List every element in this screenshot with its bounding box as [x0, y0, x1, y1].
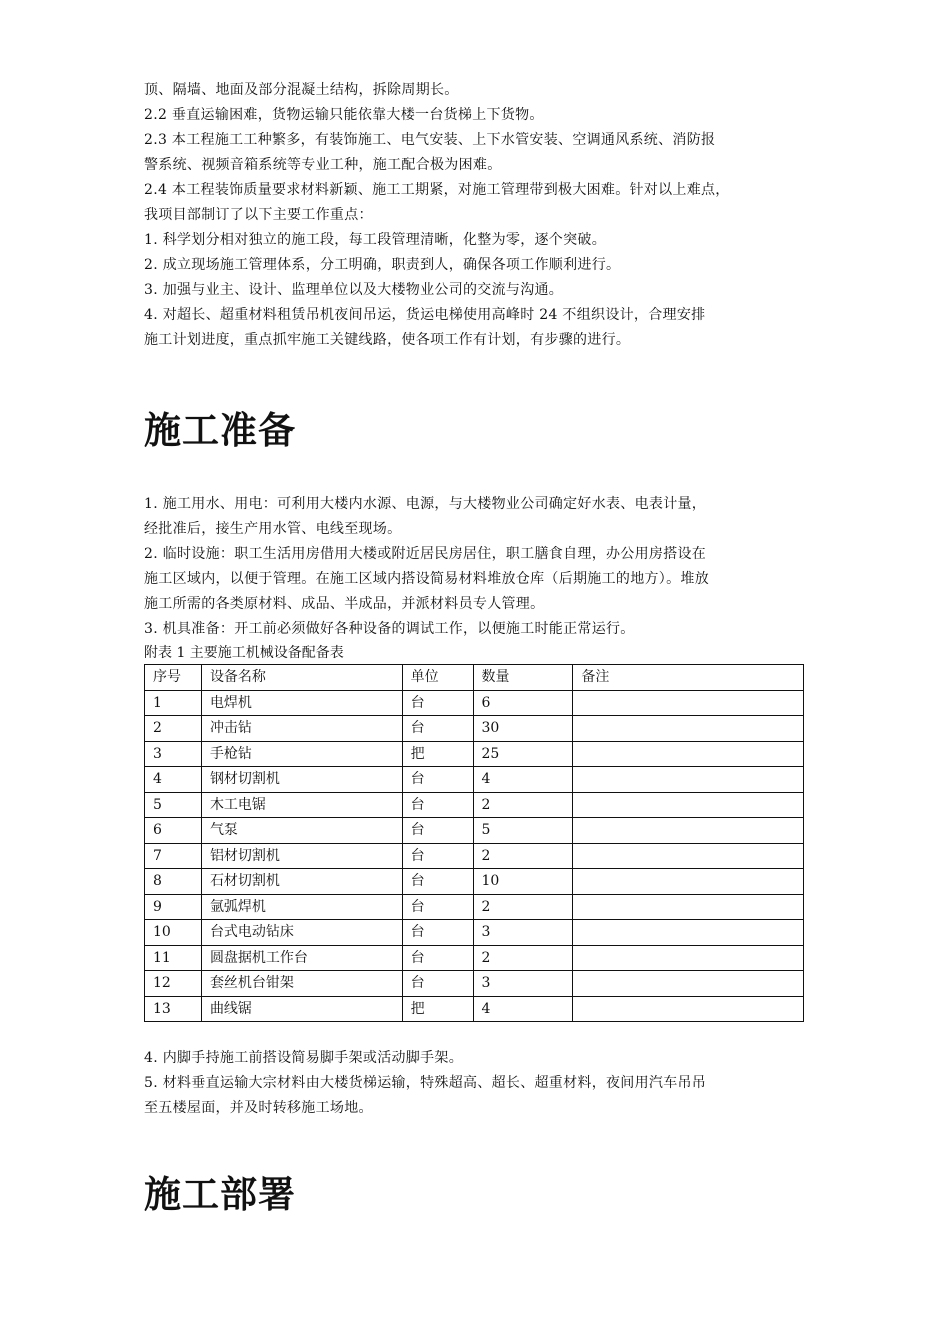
text-line: 1. 施工用水、用电：可利用大楼内水源、电源，与大楼物业公司确定好水表、电表计量，: [144, 496, 707, 512]
table-cell: 手枪钻: [201, 741, 402, 767]
table-cell: [573, 945, 804, 971]
table-row: [145, 716, 804, 742]
text-line: 2.3 本工程施工工种繁多，有装饰施工、电气安装、上下水管安装、空调通风系统、消防报: [144, 132, 716, 148]
table-cell: 把: [402, 741, 473, 767]
text-line: 2. 成立现场施工管理体系，分工明确，职责到人，确保各项工作顺利进行。: [144, 257, 621, 273]
table-cell: 12: [145, 971, 202, 997]
header-cell: 备注: [573, 665, 804, 691]
table-cell: 钢材切割机: [201, 767, 402, 793]
spacer: [144, 1022, 810, 1046]
table-cell: 台: [402, 971, 473, 997]
table-cell: 3: [473, 920, 573, 946]
table-cell: 氩弧焊机: [201, 894, 402, 920]
text-line: 施工计划进度，重点抓牢施工关键线路，使各项工作有计划，有步骤的进行。: [144, 332, 631, 348]
table-cell: 台: [402, 767, 473, 793]
table-cell: 25: [473, 741, 573, 767]
table-cell: 6: [145, 818, 202, 844]
table-cell: [573, 792, 804, 818]
table-cell: [573, 741, 804, 767]
table-cell: 10: [145, 920, 202, 946]
table-cell: 台: [402, 843, 473, 869]
table-cell: 8: [145, 869, 202, 895]
text-line: 经批准后，接生产用水管、电线至现场。: [144, 521, 402, 537]
text-line: 2.4 本工程装饰质量要求材料新颖、施工工期紧，对施工管理带到极大困难。针对以上难点，: [144, 182, 730, 198]
table-cell: 台: [402, 869, 473, 895]
table-cell: 气泵: [201, 818, 402, 844]
table-cell: [573, 690, 804, 716]
text-line: 2. 临时设施：职工生活用房借用大楼或附近居民房居住，职工膳食自理，办公用房搭设在: [144, 546, 707, 562]
table-cell: 10: [473, 869, 573, 895]
table-cell: 铝材切割机: [201, 843, 402, 869]
table-header-row: [145, 665, 804, 691]
table-cell: 台: [402, 894, 473, 920]
table-cell: 5: [473, 818, 573, 844]
table-cell: 台: [402, 716, 473, 742]
text-line: 警系统、视频音箱系统等专业工种，施工配合极为困难。: [144, 157, 502, 173]
table-cell: 冲击钻: [201, 716, 402, 742]
text-line: 4. 对超长、超重材料租赁吊机夜间吊运，货运电梯使用高峰时 24 不组织设计，合理安排: [144, 307, 706, 323]
table-cell: 4: [473, 996, 573, 1022]
text-line: 至五楼屋面，并及时转移施工场地。: [144, 1100, 373, 1116]
equipment-table: [144, 664, 804, 1022]
table-cell: 2: [473, 792, 573, 818]
header-cell: 序号: [145, 665, 202, 691]
table-cell: 圆盘据机工作台: [201, 945, 402, 971]
table-cell: 2: [473, 843, 573, 869]
table-cell: 5: [145, 792, 202, 818]
table-cell: 7: [145, 843, 202, 869]
prep-paragraph: [144, 492, 810, 642]
table-cell: [573, 920, 804, 946]
table-caption: 附表 1 主要施工机械设备配备表: [144, 645, 344, 661]
table-row: [145, 792, 804, 818]
table-cell: 把: [402, 996, 473, 1022]
table-cell: 曲线锯: [201, 996, 402, 1022]
table-cell: 1: [145, 690, 202, 716]
table-cell: [573, 767, 804, 793]
table-cell: 台: [402, 792, 473, 818]
table-cell: 4: [473, 767, 573, 793]
table-cell: [573, 971, 804, 997]
section-heading-prep: 施工准备: [144, 408, 296, 452]
table-cell: 套丝机台钳架: [201, 971, 402, 997]
table-cell: 台: [402, 920, 473, 946]
table-cell: [573, 894, 804, 920]
table-cell: 30: [473, 716, 573, 742]
text-line: 顶、隔墙、地面及部分混凝土结构，拆除周期长。: [144, 82, 459, 98]
page-content: [144, 78, 810, 1216]
table-cell: 3: [145, 741, 202, 767]
text-line: 5. 材料垂直运输大宗材料由大楼货梯运输，特殊超高、超长、超重材料，夜间用汽车吊吊: [144, 1075, 707, 1091]
table-cell: 台: [402, 818, 473, 844]
text-line: 4. 内脚手持施工前搭设简易脚手架或活动脚手架。: [144, 1050, 464, 1066]
table-row: [145, 843, 804, 869]
intro-paragraph: [144, 78, 810, 353]
table-cell: [573, 818, 804, 844]
prep-after-paragraph: [144, 1046, 810, 1121]
table-row: [145, 996, 804, 1022]
table-row: [145, 690, 804, 716]
table-cell: 4: [145, 767, 202, 793]
table-cell: 13: [145, 996, 202, 1022]
header-cell: 设备名称: [201, 665, 402, 691]
table-row: [145, 818, 804, 844]
table-cell: 台: [402, 945, 473, 971]
table-cell: 石材切割机: [201, 869, 402, 895]
table-body: [145, 690, 804, 1022]
table-cell: 台式电动钻床: [201, 920, 402, 946]
table-cell: 2: [473, 945, 573, 971]
table-cell: [573, 996, 804, 1022]
table-cell: [573, 869, 804, 895]
table-row: [145, 920, 804, 946]
table-row: [145, 869, 804, 895]
text-line: 施工所需的各类原材料、成品、半成品，并派材料员专人管理。: [144, 596, 545, 612]
table-row: [145, 767, 804, 793]
header-cell: 单位: [402, 665, 473, 691]
table-cell: 9: [145, 894, 202, 920]
table-cell: [573, 843, 804, 869]
table-row: [145, 894, 804, 920]
text-line: 我项目部制订了以下主要工作重点：: [144, 207, 373, 223]
text-line: 2.2 垂直运输困难，货物运输只能依靠大楼一台货梯上下货物。: [144, 107, 544, 123]
table-row: [145, 741, 804, 767]
table-cell: 2: [473, 894, 573, 920]
table-cell: 电焊机: [201, 690, 402, 716]
table-cell: 6: [473, 690, 573, 716]
table-row: [145, 971, 804, 997]
header-cell: 数量: [473, 665, 573, 691]
text-line: 3. 加强与业主、设计、监理单位以及大楼物业公司的交流与沟通。: [144, 282, 564, 298]
table-row: [145, 945, 804, 971]
text-line: 3. 机具准备：开工前必须做好各种设备的调试工作，以便施工时能正常运行。: [144, 621, 635, 637]
table-cell: 2: [145, 716, 202, 742]
section-heading-deploy: 施工部署: [144, 1172, 296, 1216]
text-line: 施工区域内，以便于管理。在施工区域内搭设简易材料堆放仓库（后期施工的地方）。堆放: [144, 571, 709, 587]
table-cell: 木工电锯: [201, 792, 402, 818]
text-line: 1. 科学划分相对独立的施工段，每工段管理清晰，化整为零，逐个突破。: [144, 232, 607, 248]
table-cell: 台: [402, 690, 473, 716]
table-cell: [573, 716, 804, 742]
table-cell: 3: [473, 971, 573, 997]
table-cell: 11: [145, 945, 202, 971]
